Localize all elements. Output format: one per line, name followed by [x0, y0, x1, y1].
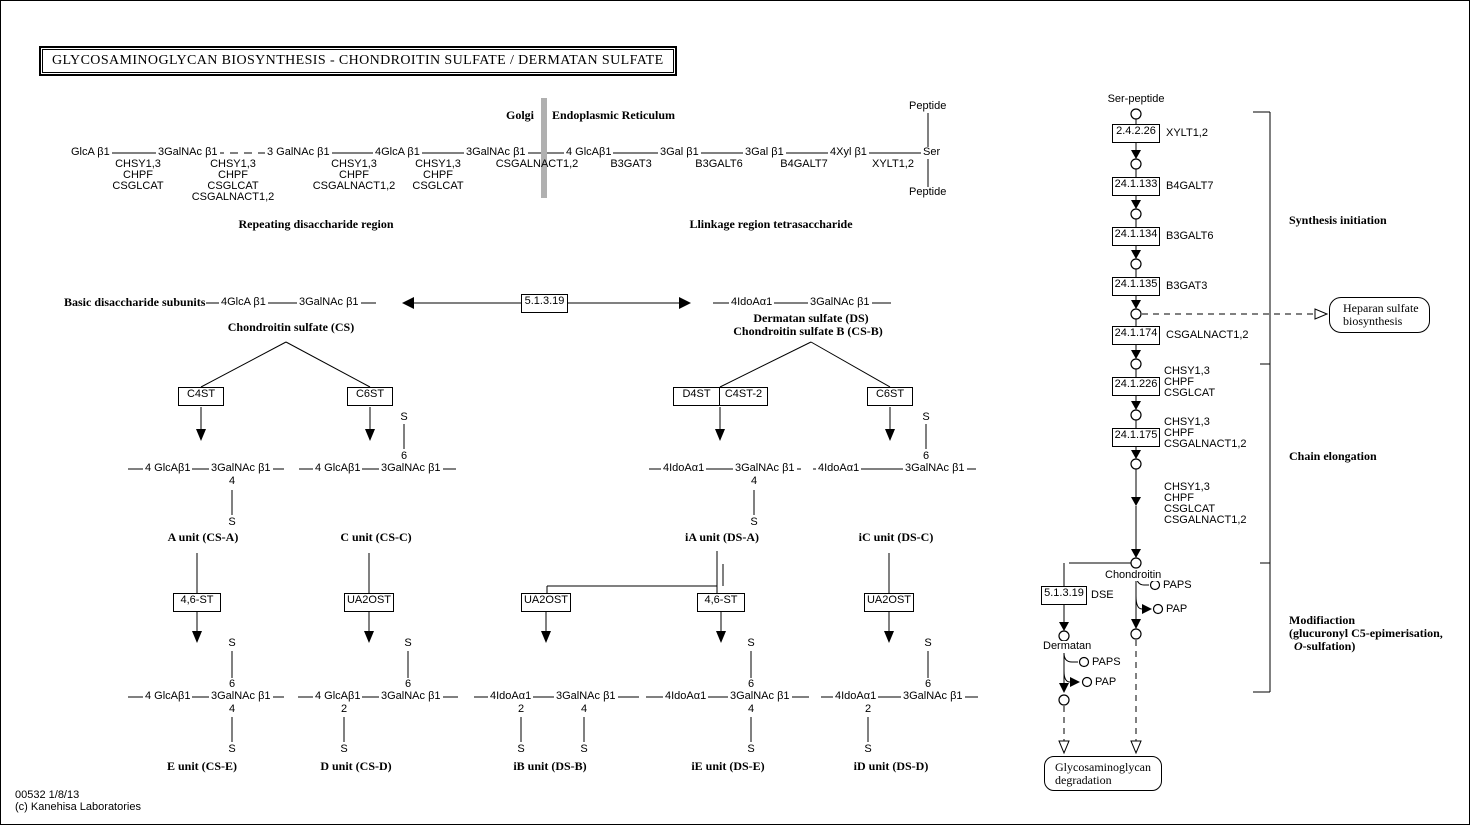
- sulfate-pos: 6: [228, 678, 236, 690]
- sulfate-pos: 4: [228, 475, 236, 487]
- enzyme: CHPF: [218, 169, 248, 181]
- paps-circle: [1080, 658, 1089, 667]
- sulfate-pos: 6: [924, 678, 932, 690]
- ec-box[interactable]: 24.1.134: [1112, 227, 1160, 246]
- sugar: 4IdoAα1: [663, 462, 705, 474]
- node-circle: [1131, 459, 1141, 469]
- unit-label: iB unit (DS-B): [513, 759, 587, 773]
- basic-subunits-label: Basic disaccharide subunits: [64, 295, 206, 309]
- gene-label: B3GAT3: [1166, 280, 1208, 292]
- gene-label: B3GALT6: [1166, 230, 1214, 242]
- arrow-head: [1059, 622, 1069, 631]
- arrow-head: [1131, 150, 1141, 159]
- ec-box[interactable]: 2.4.2.26: [1112, 124, 1160, 143]
- enzyme: CHSY1,3: [331, 158, 377, 170]
- enzyme: CSGALNACT1,2: [495, 158, 579, 170]
- copyright: (c) Kanehisa Laboratories: [15, 801, 141, 813]
- sugar: 4IdoAα1: [835, 690, 877, 702]
- open-arrow-head: [1131, 741, 1141, 753]
- branch-line: [811, 342, 890, 387]
- sulfate-s: S: [228, 743, 236, 755]
- sugar: 3GalNAc β1: [158, 146, 218, 158]
- map-title: GLYCOSAMINOGLYCAN BIOSYNTHESIS - CHONDROITIN SULFATE / DERMATAN SULFATE: [42, 49, 674, 73]
- sugar: 3GalNAc β1: [299, 296, 359, 308]
- pap-label: PAP: [1166, 603, 1188, 615]
- open-arrow-head: [1315, 309, 1327, 319]
- enzyme: CHSY1,3: [210, 158, 256, 170]
- node-circle: [1059, 695, 1069, 705]
- arrow-head: [364, 631, 374, 643]
- sugar: 4GlcA β1: [375, 146, 420, 158]
- pap-arrow-head: [1070, 677, 1080, 687]
- section-modification-1: Modifiaction: [1289, 613, 1355, 627]
- section-modification-2: (glucuronyl C5-epimerisation,: [1289, 626, 1443, 640]
- sugar: 4GlcA β1: [221, 296, 266, 308]
- chondroitin-label: Chondroitin: [1105, 569, 1162, 581]
- golgi-er-divider: [541, 98, 547, 198]
- gene-box-46st[interactable]: 4,6-ST: [173, 593, 221, 612]
- sugar: 3GalNAc β1: [466, 146, 526, 158]
- sugar: 3GalNAc β1: [211, 690, 271, 702]
- gene-label: CSGLCAT: [1164, 387, 1216, 399]
- sugar: 4 GlcAβ1: [315, 690, 361, 702]
- enzyme: CHPF: [123, 169, 153, 181]
- sugar: 3GalNAc β1: [903, 690, 963, 702]
- enzyme: CSGALNACT1,2: [312, 180, 396, 192]
- arrow-head: [884, 631, 894, 643]
- gene-label: CHPF: [1164, 492, 1194, 504]
- sulfate-pos: 4: [580, 703, 588, 715]
- sulfate-pos: 2: [864, 703, 872, 715]
- node-circle: [1131, 309, 1141, 319]
- er-label: Endoplasmic Reticulum: [552, 108, 676, 122]
- map-link-heparan-line2: biosynthesis: [1343, 314, 1403, 328]
- map-link-degradation-line1: Glycosaminoglycan: [1055, 759, 1151, 774]
- arrow-head: [1131, 200, 1141, 209]
- gene-label-dse: DSE: [1091, 589, 1114, 601]
- o-sulfation-rest: -sulfation): [1302, 639, 1356, 653]
- enzyme: CHPF: [339, 169, 369, 181]
- sugar: 4IdoAα1: [818, 462, 860, 474]
- sulfate-s: S: [747, 637, 755, 649]
- unit-label: C unit (CS-C): [340, 530, 412, 544]
- enzyme: B3GAT3: [610, 158, 652, 170]
- sulfate-s: S: [922, 411, 930, 423]
- arrow-head: [1131, 401, 1141, 410]
- arrow-head: [1131, 300, 1141, 309]
- sulfate-pos: 6: [404, 678, 412, 690]
- map-link-heparan-line1: Heparan sulfate: [1343, 301, 1419, 315]
- paps-arc: [1064, 653, 1078, 662]
- o-sulfation-o: O: [1294, 639, 1303, 653]
- arrow-head: [716, 631, 726, 643]
- gene-box-c6st[interactable]: C6ST: [867, 387, 913, 406]
- node-circle: [1131, 410, 1141, 420]
- ds-name: Dermatan sulfate (DS): [753, 311, 869, 325]
- sulfate-s: S: [228, 516, 236, 528]
- peptide-label-top: Peptide: [909, 100, 947, 112]
- ec-box[interactable]: 24.1.135: [1112, 277, 1160, 296]
- sulfate-pos: 4: [750, 475, 758, 487]
- map-link-degradation-line2: degradation: [1055, 772, 1112, 787]
- sugar: GlcA β1: [71, 146, 110, 158]
- sulfate-pos: 6: [922, 450, 930, 462]
- pap-arc: [1064, 671, 1070, 682]
- paps-label: PAPS: [1163, 579, 1192, 591]
- node-circle: [1131, 159, 1141, 169]
- arrow-head: [365, 429, 375, 441]
- sugar: 3Gal β1: [660, 146, 699, 158]
- arrow-head: [885, 429, 895, 441]
- region-label-linkage: Llinkage region tetrasaccharide: [689, 217, 853, 231]
- pap-arc: [1136, 596, 1142, 609]
- unit-label: E unit (CS-E): [166, 759, 238, 773]
- arrow-head: [1131, 250, 1141, 259]
- branch-line: [720, 342, 811, 387]
- ser-peptide-label: Ser-peptide: [1107, 93, 1165, 105]
- sulfate-s: S: [404, 637, 412, 649]
- arrow-head: [1131, 450, 1141, 459]
- paps-circle: [1151, 581, 1160, 590]
- open-arrow-head: [1059, 741, 1069, 753]
- sulfate-s: S: [924, 637, 932, 649]
- branch-line: [201, 342, 286, 387]
- gene-box-d4st[interactable]: D4ST: [673, 387, 720, 406]
- sulfate-pos: 2: [517, 703, 525, 715]
- node-circle: [1131, 259, 1141, 269]
- gene-label: CHSY1,3: [1164, 481, 1210, 493]
- gene-label: XYLT1,2: [1166, 127, 1208, 139]
- sulfate-s: S: [747, 743, 755, 755]
- branch-line: [286, 342, 370, 387]
- sugar: 4IdoAα1: [731, 296, 773, 308]
- pap-label: PAP: [1095, 676, 1117, 688]
- dermatan-label: Dermatan: [1043, 640, 1092, 652]
- ec-box[interactable]: 24.1.174: [1112, 326, 1160, 345]
- unit-label: D unit (CS-D): [320, 759, 392, 773]
- map-link-heparan[interactable]: [1329, 297, 1430, 333]
- sugar: 4 GlcAβ1: [145, 462, 191, 474]
- paps-label: PAPS: [1092, 656, 1121, 668]
- gene-label: CHPF: [1164, 427, 1194, 439]
- sugar: 3GalNAc β1: [381, 690, 441, 702]
- enzyme: B4GALT7: [780, 158, 828, 170]
- sugar: 3GalNAc β1: [381, 462, 441, 474]
- sugar: 4Xyl β1: [830, 146, 867, 158]
- arrow-head: [1059, 683, 1069, 693]
- pap-arrow-head: [1142, 604, 1152, 614]
- ec-box-dse[interactable]: 5.1.3.19: [1041, 586, 1087, 605]
- gene-label: CSGLCAT: [1164, 503, 1216, 515]
- map-id: 00532 1/8/13: [15, 789, 80, 801]
- enzyme: CSGALNACT1,2: [191, 191, 275, 203]
- sulfate-pos: 2: [340, 703, 348, 715]
- sulfate-s: S: [228, 637, 236, 649]
- section-synthesis-initiation: Synthesis initiation: [1289, 213, 1387, 227]
- node-circle: [1131, 209, 1141, 219]
- map-title-box: [39, 46, 677, 76]
- gene-box-c4st[interactable]: C4ST: [178, 387, 224, 406]
- sugar: 4 GlcAβ1: [566, 146, 612, 158]
- arrow-head: [192, 631, 202, 643]
- region-label-repeating: Repeating disaccharide region: [238, 217, 394, 231]
- pap-circle: [1154, 605, 1163, 614]
- sugar: 3GalNAc β1: [211, 462, 271, 474]
- arrow-head: [715, 429, 725, 441]
- map-link-degradation[interactable]: [1044, 756, 1162, 791]
- gene-label: CHSY1,3: [1164, 365, 1210, 377]
- arrow-head-left: [402, 297, 414, 309]
- golgi-label: Golgi: [505, 108, 534, 122]
- arrow-head: [1131, 549, 1141, 558]
- unit-label: A unit (CS-A): [167, 530, 239, 544]
- unit-label: iD unit (DS-D): [853, 759, 929, 773]
- sulfate-pos: 6: [747, 678, 755, 690]
- enzyme: CHPF: [423, 169, 453, 181]
- node-circle: [1131, 109, 1141, 119]
- section-modification-3: [1294, 640, 1355, 652]
- ec-box[interactable]: 24.1.226: [1112, 377, 1160, 396]
- sulfate-s: S: [400, 411, 408, 423]
- arrow-head: [1131, 497, 1141, 506]
- gene-label: CSGALNACT1,2: [1164, 438, 1247, 450]
- sugar: 3GalNAc β1: [810, 296, 870, 308]
- ec-box[interactable]: 24.1.175: [1112, 428, 1160, 447]
- enzyme: B3GALT6: [695, 158, 743, 170]
- sugar: 3GalNAc β1: [556, 690, 616, 702]
- enzyme: CSGLCAT: [207, 180, 259, 192]
- ec-box-epimerase[interactable]: 5.1.3.19: [521, 294, 568, 313]
- node-circle: [1131, 629, 1141, 639]
- node-circle-chondroitin: [1131, 558, 1141, 568]
- node-circle: [1131, 359, 1141, 369]
- sugar: 3 GalNAc β1: [267, 146, 330, 158]
- unit-label: iA unit (DS-A): [684, 530, 760, 544]
- gene-label: CHSY1,3: [1164, 416, 1210, 428]
- sugar-ser: Ser: [923, 146, 941, 158]
- sulfate-s: S: [517, 743, 525, 755]
- sugar: 4IdoAα1: [490, 690, 532, 702]
- sugar: 4 GlcAβ1: [145, 690, 191, 702]
- sulfate-pos: 4: [747, 703, 755, 715]
- sulfate-s: S: [750, 516, 758, 528]
- gene-label: CHPF: [1164, 376, 1194, 388]
- sugar: 3GalNAc β1: [735, 462, 795, 474]
- sulfate-pos: 6: [400, 450, 408, 462]
- ec-box[interactable]: 24.1.133: [1112, 177, 1160, 196]
- gene-box-ua2ost[interactable]: UA2OST: [521, 593, 571, 612]
- arrow-head: [196, 429, 206, 441]
- enzyme: XYLT1,2: [872, 158, 914, 170]
- sulfate-pos: 4: [228, 703, 236, 715]
- sugar: 4 GlcAβ1: [315, 462, 361, 474]
- gene-box-c4st2[interactable]: C4ST-2: [719, 387, 768, 406]
- sugar: 3Gal β1: [745, 146, 784, 158]
- gene-box-c6st[interactable]: C6ST: [347, 387, 393, 406]
- arrow-head-right: [679, 297, 691, 309]
- enzyme: CSGLCAT: [412, 180, 464, 192]
- enzyme: CHSY1,3: [415, 158, 461, 170]
- gene-label: CSGALNACT1,2: [1164, 514, 1247, 526]
- arrow-head: [1131, 350, 1141, 359]
- cs-name: Chondroitin sulfate (CS): [227, 320, 355, 334]
- unit-label: iE unit (DS-E): [691, 759, 765, 773]
- sulfate-s: S: [580, 743, 588, 755]
- sugar: 4IdoAα1: [665, 690, 707, 702]
- sulfate-s: S: [340, 743, 348, 755]
- sugar: 3GalNAc β1: [905, 462, 965, 474]
- pap-circle: [1083, 678, 1092, 687]
- arrow-head: [1131, 619, 1141, 629]
- arrow-head: [541, 631, 551, 643]
- peptide-label-bottom: Peptide: [909, 186, 947, 198]
- gene-box-46st[interactable]: 4,6-ST: [697, 593, 745, 612]
- enzyme: CHSY1,3: [115, 158, 161, 170]
- csb-name: Chondroitin sulfate B (CS-B): [733, 324, 883, 338]
- gene-label: CSGALNACT1,2: [1166, 329, 1249, 341]
- unit-label: iC unit (DS-C): [858, 530, 934, 544]
- gene-box-ua2ost[interactable]: UA2OST: [864, 593, 914, 612]
- section-chain-elongation: Chain elongation: [1289, 449, 1377, 463]
- gene-label: B4GALT7: [1166, 180, 1214, 192]
- gene-box-ua2ost[interactable]: UA2OST: [344, 593, 394, 612]
- enzyme: CSGLCAT: [112, 180, 164, 192]
- sugar: 3GalNAc β1: [730, 690, 790, 702]
- sulfate-s: S: [864, 743, 872, 755]
